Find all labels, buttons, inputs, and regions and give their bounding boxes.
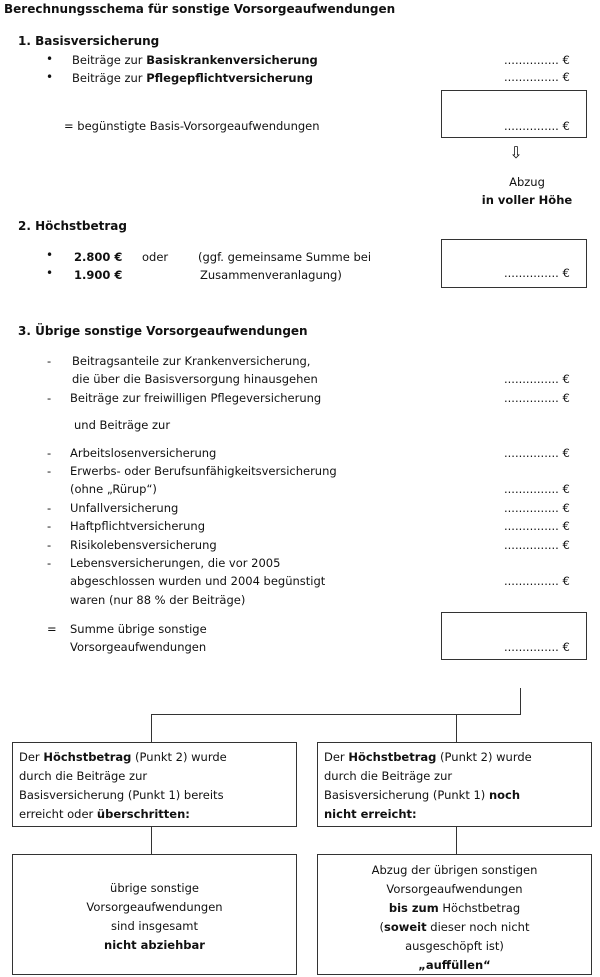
other-sum-line1: Summe übrige sonstige: [70, 622, 207, 636]
section1-heading: 1. Basisversicherung: [18, 34, 160, 48]
result-fill-up-text: Abzug der übrigen sonstigen Vorsorgeaufwendungen bis zum Höchstbetrag (soweit dieser noch nicht ausgeschöpft ist) „auffüllen“: [371, 863, 538, 972]
connector-line: [151, 714, 521, 715]
deduction-label: Abzug: [509, 175, 545, 189]
other-item-unfall: Unfallversicherung: [70, 501, 179, 515]
amount-field: ............... €: [504, 482, 570, 496]
basis-item-kranken: Beiträge zur Basiskrankenversicherung: [72, 53, 318, 67]
other-item-leben-line3: waren (nur 88 % der Beiträge): [70, 593, 246, 607]
bullet-icon: •: [46, 266, 54, 280]
bullet-icon: •: [46, 70, 54, 84]
other-sum-line2: Vorsorgeaufwendungen: [70, 640, 207, 654]
amount-field: ............... €: [504, 266, 570, 280]
dash-marker: -: [47, 354, 52, 368]
dash-marker: -: [47, 464, 52, 478]
amount-field: ............... €: [504, 70, 570, 84]
dash-marker: -: [47, 391, 52, 405]
dash-marker: -: [47, 556, 52, 570]
equals-symbol: =: [47, 622, 57, 636]
amount-field: ............... €: [504, 119, 570, 133]
other-item-kv-line2: die über die Basisversorgung hinausgehen: [72, 372, 318, 386]
joint-note-line2: Zusammenveranlagung): [200, 268, 342, 282]
section3-heading: 3. Übrige sonstige Vorsorgeaufwendungen: [18, 324, 308, 338]
max-amount-joint: 1.900 €: [74, 268, 123, 282]
other-item-leben-line2: abgeschlossen wurden und 2004 begünstigt: [70, 574, 326, 588]
page-title: Berechnungsschema für sonstige Vorsorgeaufwendungen: [4, 2, 396, 16]
other-item-leben-line1: Lebensversicherungen, die vor 2005: [70, 556, 281, 570]
section2-heading: 2. Höchstbetrag: [18, 219, 127, 233]
joint-note-line1: (ggf. gemeinsame Summe bei: [198, 250, 372, 264]
deduction-full-label: in voller Höhe: [481, 193, 573, 207]
amount-field: ............... €: [504, 538, 570, 552]
other-item-arbeitslos: Arbeitslosenversicherung: [70, 446, 217, 460]
connector-line: [520, 688, 521, 715]
other-item-bu-line2: (ohne „Rürup“): [70, 482, 157, 496]
dash-marker: -: [47, 501, 52, 515]
basis-item-pflege: Beiträge zur Pflegepflichtversicherung: [72, 71, 314, 85]
result-not-deductible-text: übrige sonstige Vorsorgeaufwendungen sind insgesamt nicht abziehbar: [86, 881, 223, 952]
max-amount-single: 2.800 €: [74, 250, 123, 264]
case-reached-text: Der Höchstbetrag (Punkt 2) wurde durch die Beiträge zur Basisversicherung (Punkt 1) bereits erreicht oder überschritten:: [19, 750, 227, 821]
amount-field: ............... €: [504, 391, 570, 405]
case-not-reached-text: Der Höchstbetrag (Punkt 2) wurde durch die Beiträge zur Basisversicherung (Punkt 1) noch nicht erreicht:: [324, 750, 532, 821]
bullet-icon: •: [46, 52, 54, 66]
arrow-down-icon: ⇩: [509, 143, 523, 162]
or-label: oder: [142, 250, 169, 264]
other-item-pflege: Beiträge zur freiwilligen Pflegeversicherung: [70, 391, 322, 405]
connector-label: und Beiträge zur: [74, 418, 171, 432]
bullet-icon: •: [46, 248, 54, 262]
amount-field: ............... €: [504, 640, 570, 654]
amount-field: ............... €: [504, 372, 570, 386]
amount-field: ............... €: [504, 53, 570, 67]
connector-line: [151, 827, 152, 855]
amount-field: ............... €: [504, 574, 570, 588]
amount-field: ............... €: [504, 501, 570, 515]
connector-line: [151, 714, 152, 743]
amount-field: ............... €: [504, 519, 570, 533]
connector-line: [456, 827, 457, 855]
other-item-haftpflicht: Haftpflichtversicherung: [70, 519, 205, 533]
connector-line: [456, 714, 457, 743]
basis-result-label: = begünstigte Basis-Vorsorgeaufwendungen: [64, 119, 320, 133]
dash-marker: -: [47, 446, 52, 460]
other-item-kv-line1: Beitragsanteile zur Krankenversicherung,: [72, 354, 311, 368]
other-item-risiko: Risikolebensversicherung: [70, 538, 217, 552]
other-item-bu-line1: Erwerbs- oder Berufsunfähigkeitsversicherung: [70, 464, 337, 478]
dash-marker: -: [47, 519, 52, 533]
amount-field: ............... €: [504, 446, 570, 460]
dash-marker: -: [47, 538, 52, 552]
